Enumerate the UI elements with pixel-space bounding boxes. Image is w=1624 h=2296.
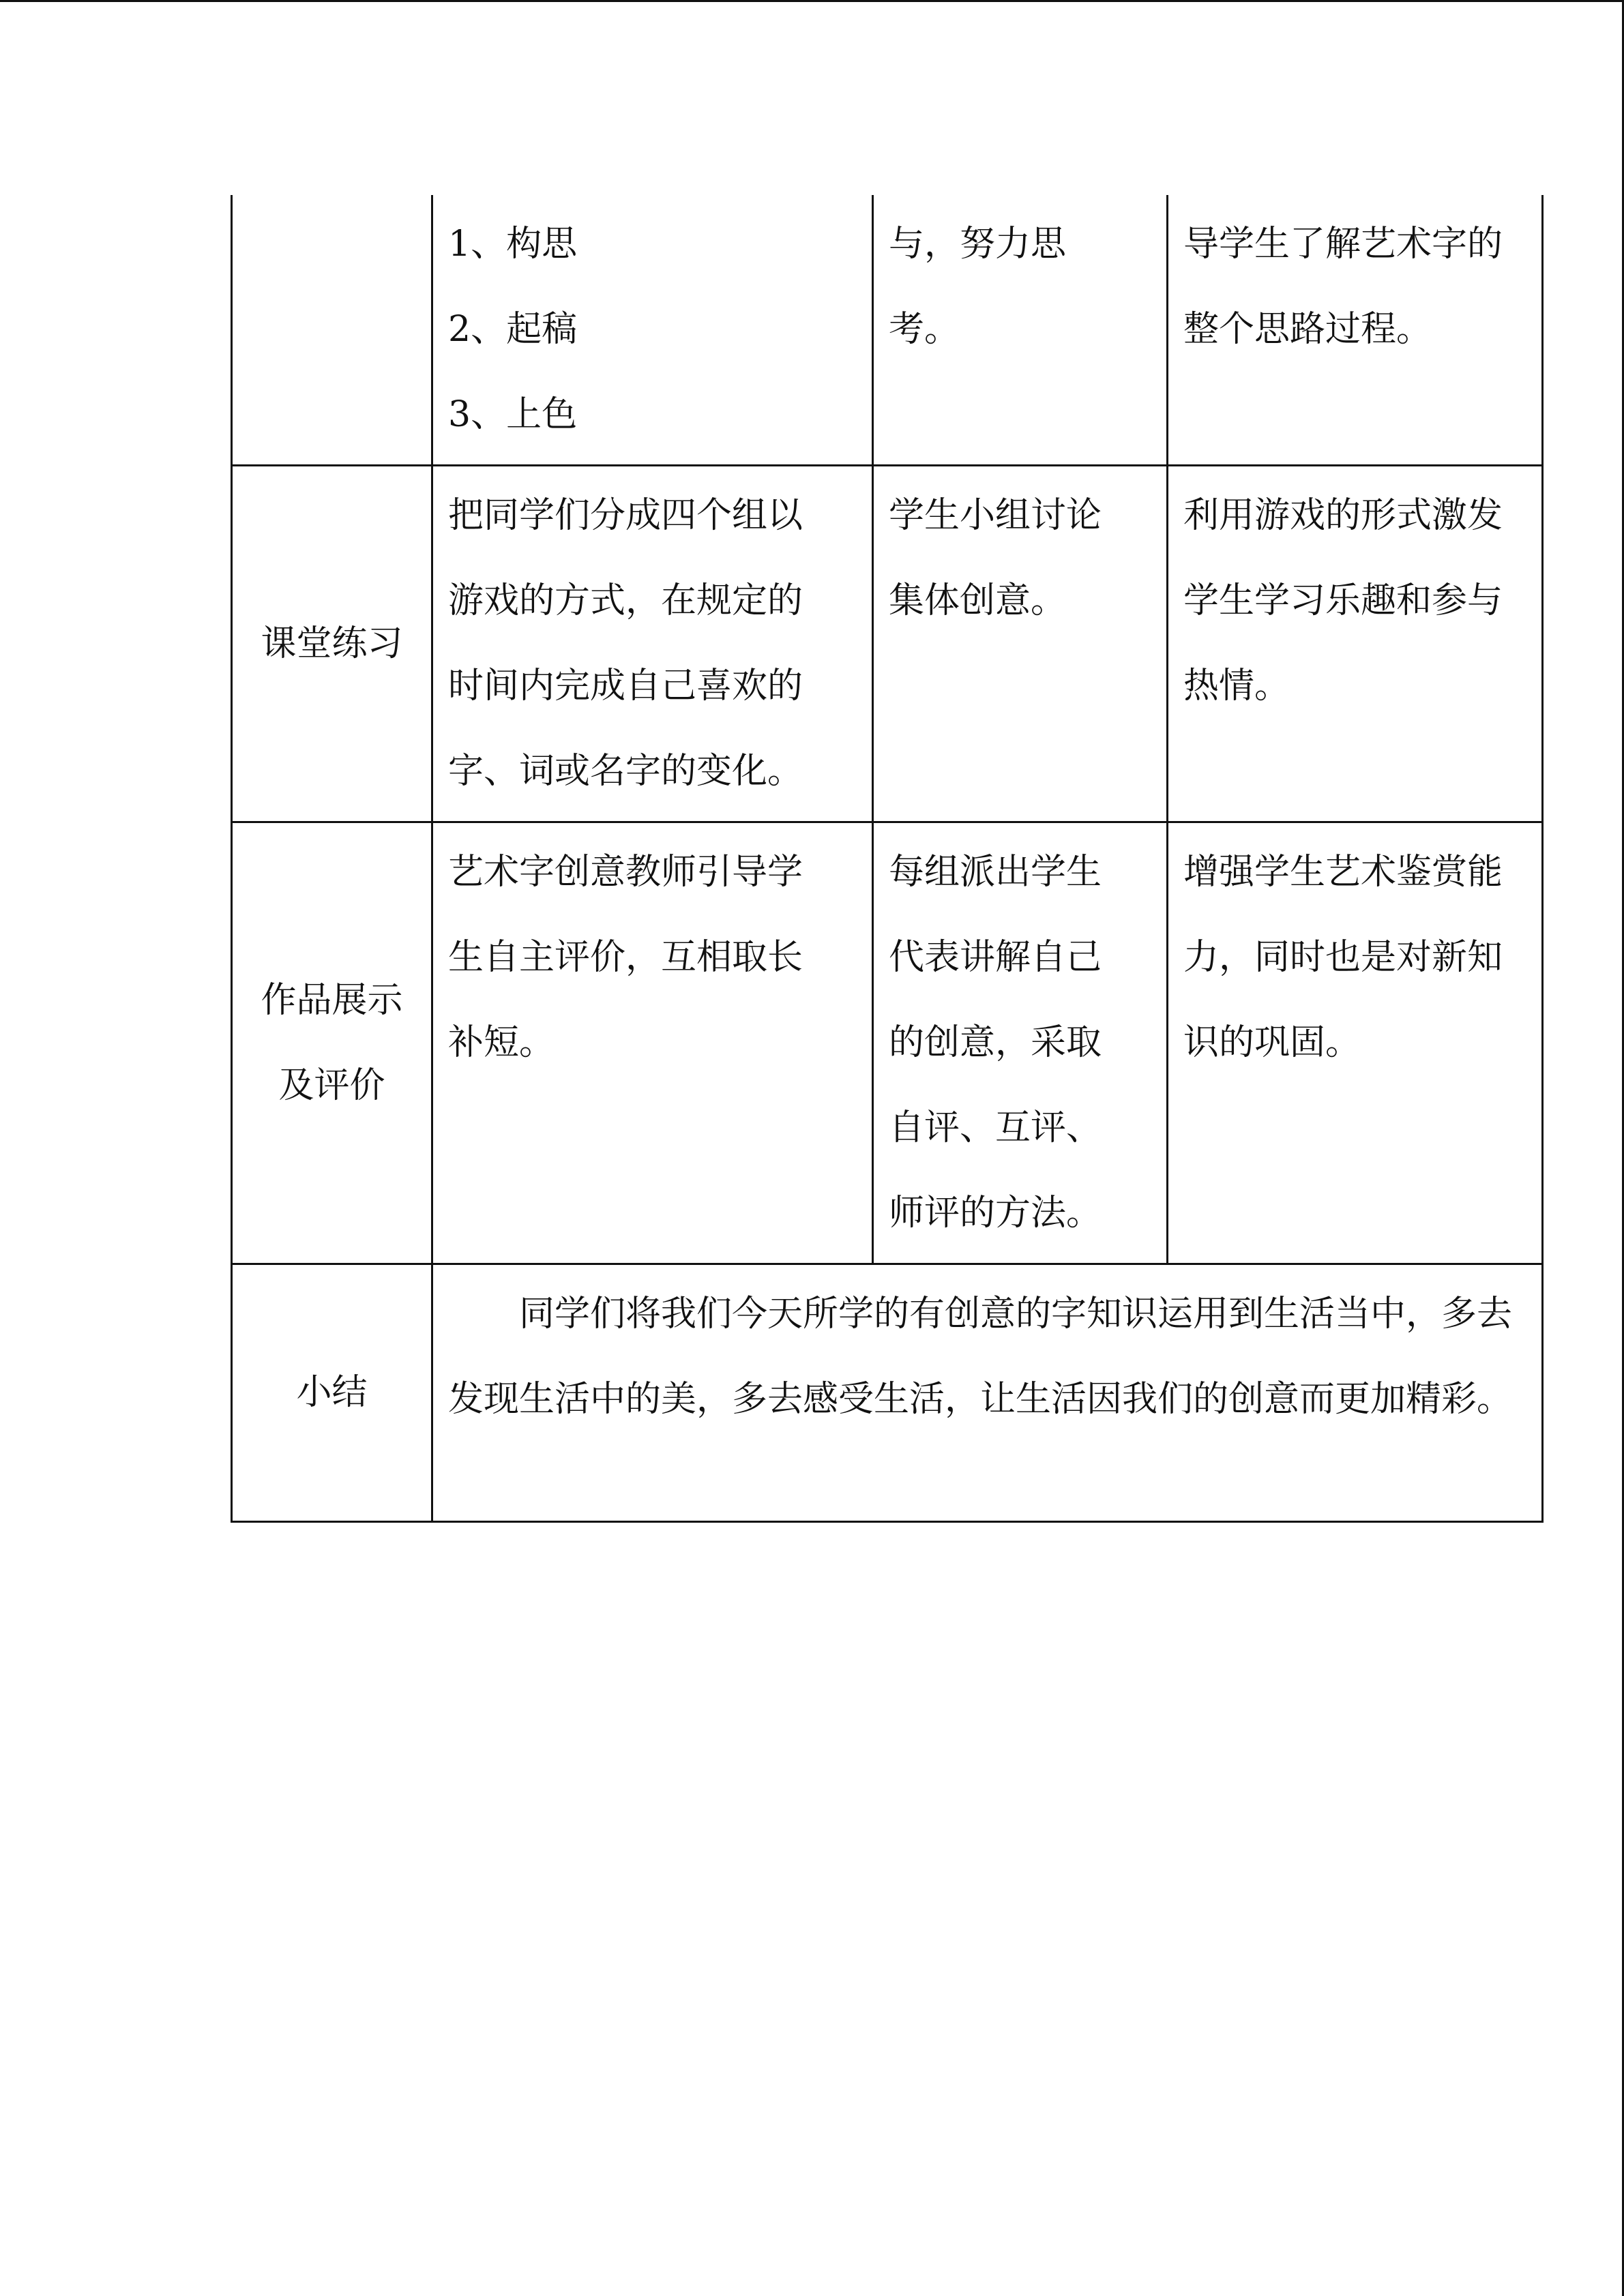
activity-line: 补短。 — [448, 1022, 555, 1063]
activity-line: 生自主评价，互相取长 — [448, 937, 803, 978]
activity-line: 2、起稿 — [448, 309, 578, 350]
student-line: 集体创意。 — [889, 580, 1067, 621]
activity-line: 把同学们分成四个组以 — [448, 495, 803, 536]
table-row-process — [232, 195, 1543, 466]
purpose-line: 增强学生艺术鉴赏能 — [1183, 852, 1503, 893]
row-label: 及评价 — [278, 1064, 385, 1106]
student-cell — [873, 195, 1168, 466]
purpose-line: 识的巩固。 — [1183, 1022, 1361, 1063]
row-label-cell — [232, 195, 432, 466]
student-line: 考。 — [889, 309, 960, 350]
row-label: 课堂练习 — [261, 623, 403, 664]
purpose-cell — [1168, 466, 1543, 822]
activity-line: 字、词或名字的变化。 — [448, 751, 803, 792]
activity-cell — [432, 822, 873, 1264]
summary-text: 同学们将我们今天所学的有创意的字知识运用到生活当中，多去发现生活中的美，多去感受生活，让生活因我们的创意而更加精彩。 — [448, 1294, 1513, 1420]
purpose-line: 学生学习乐趣和参与 — [1183, 580, 1503, 621]
purpose-line: 力，同时也是对新知 — [1183, 937, 1503, 978]
activity-line: 游戏的方式，在规定的 — [448, 580, 803, 621]
row-label: 作品展示 — [261, 979, 403, 1021]
student-cell — [873, 822, 1168, 1264]
activity-cell — [432, 466, 873, 822]
row-label-cell — [232, 1264, 432, 1522]
student-line: 代表讲解自己 — [889, 937, 1102, 978]
purpose-line: 热情。 — [1183, 666, 1290, 706]
table-row-practice — [232, 466, 1543, 822]
table-row-showcase — [232, 822, 1543, 1264]
student-line: 师评的方法。 — [889, 1193, 1102, 1234]
purpose-line: 整个思路过程。 — [1183, 309, 1432, 350]
lesson-plan-table — [231, 195, 1544, 1523]
purpose-line: 利用游戏的形式激发 — [1183, 495, 1503, 536]
row-label: 小结 — [296, 1372, 368, 1413]
purpose-cell — [1168, 195, 1543, 466]
activity-line: 1、构思 — [448, 224, 578, 265]
row-label-cell — [232, 822, 432, 1264]
student-line: 每组派出学生 — [889, 852, 1102, 893]
table-row-summary — [232, 1264, 1543, 1522]
purpose-cell — [1168, 822, 1543, 1264]
student-line: 学生小组讨论 — [889, 495, 1102, 536]
activity-line: 时间内完成自己喜欢的 — [448, 666, 803, 706]
activity-line: 艺术字创意教师引导学 — [448, 852, 803, 893]
row-label-cell — [232, 466, 432, 822]
activity-cell — [432, 195, 873, 466]
purpose-line: 导学生了解艺术字的 — [1183, 224, 1503, 265]
summary-cell — [432, 1264, 1543, 1522]
student-line: 与，努力思 — [889, 224, 1067, 265]
student-cell — [873, 466, 1168, 822]
page-top-border — [0, 0, 1624, 2]
student-line: 的创意，采取 — [889, 1022, 1102, 1063]
activity-line: 3、上色 — [448, 394, 578, 435]
student-line: 自评、互评、 — [889, 1107, 1102, 1148]
